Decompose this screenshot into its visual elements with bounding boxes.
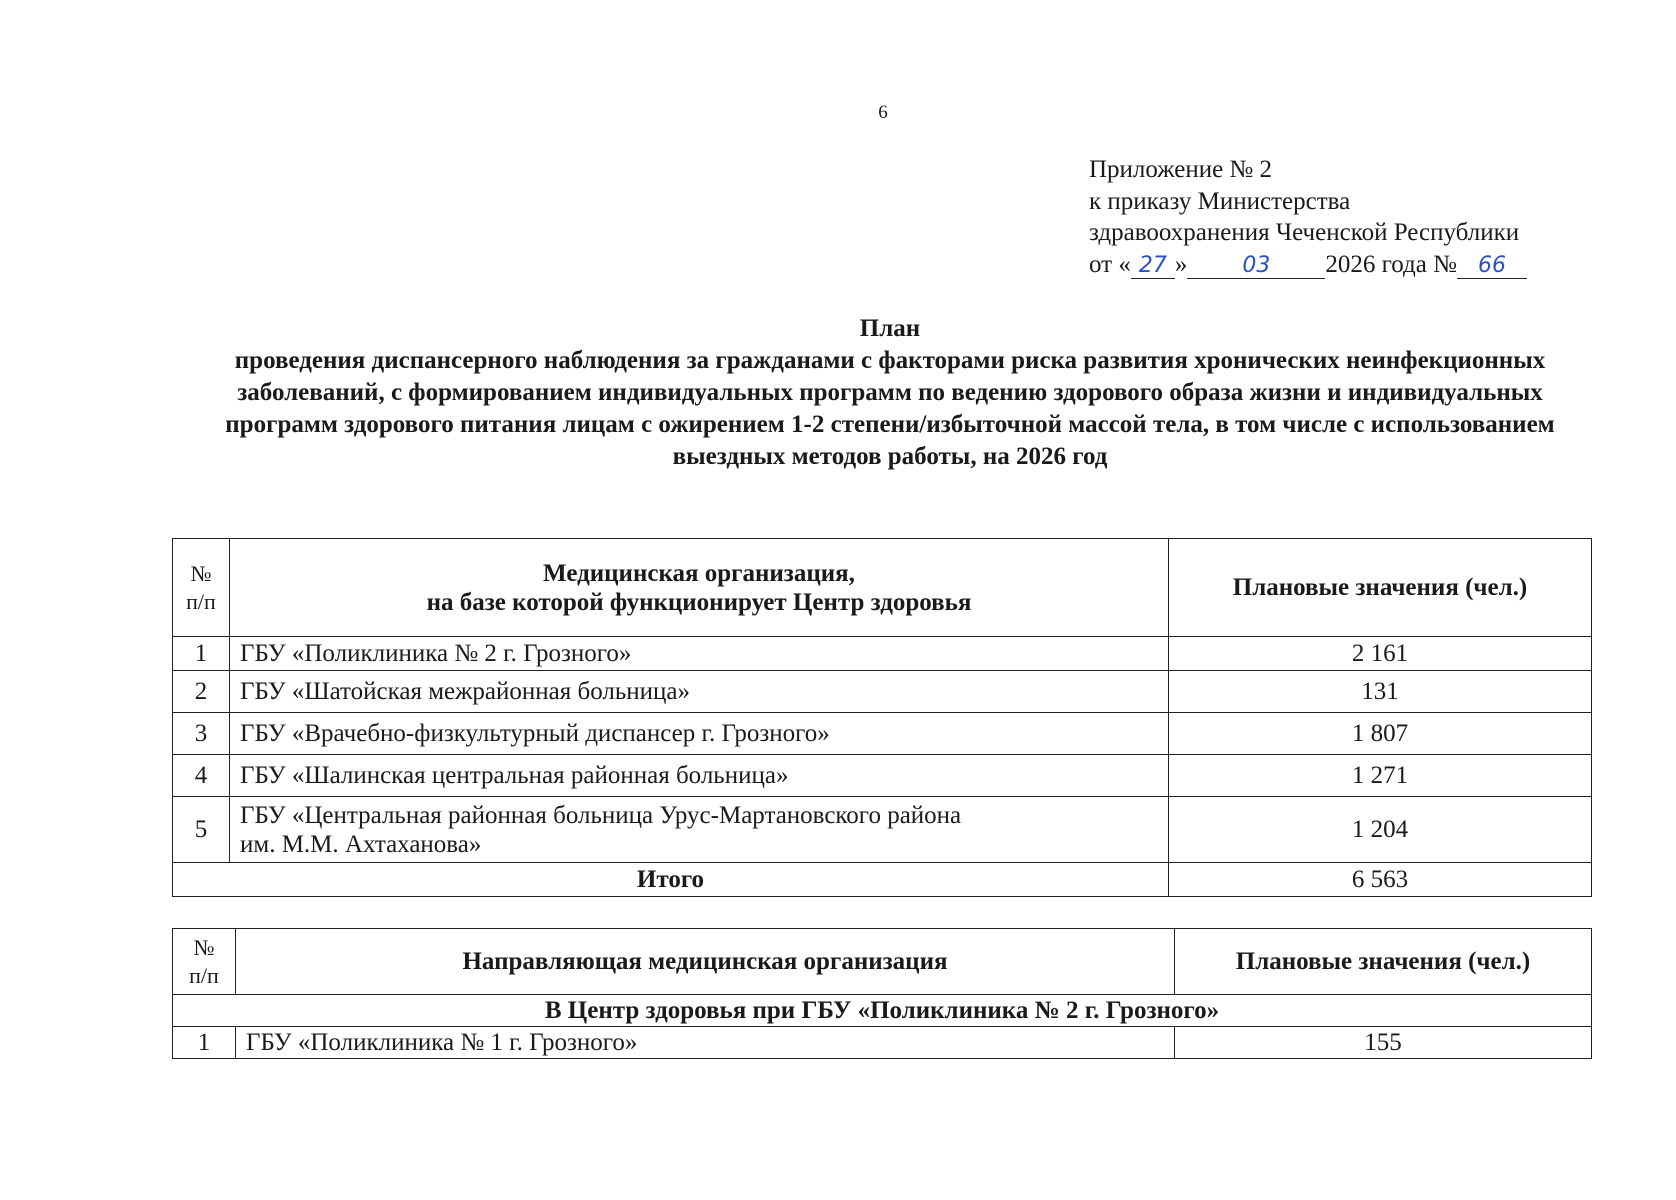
handwritten-order-number: 66 (1457, 254, 1527, 279)
table-row (173, 755, 1592, 797)
health-centers-table (172, 538, 1592, 897)
header-org-line1: Медицинская организация, (543, 559, 855, 587)
handwritten-month: 03 (1187, 254, 1325, 279)
row-num: 3 (173, 713, 230, 755)
row-value: 1 271 (1169, 755, 1592, 797)
page-number: 6 (878, 102, 888, 123)
row-value: 1 204 (1169, 797, 1592, 863)
header-num-symbol: № (193, 934, 215, 960)
date-quote-close: » (1174, 250, 1188, 278)
title-subtitle: проведения диспансерного наблюдения за гражданами с факторами риска развития хронических неинфекционных заболеваний, с формированием индивидуальных программ по ведению здорового образа жизни и индивидуальных программ здорового питания лицам с ожирением 1-2 степени/избыточной массой тела, в том числе с использованием выездных методов работы, на 2026 год (225, 347, 1555, 470)
row-org: ГБУ «Шатойская межрайонная больница» (230, 671, 1169, 713)
header-num (173, 929, 236, 995)
title-main: План (859, 315, 921, 342)
section-row (173, 995, 1592, 1027)
header-num-symbol: № (190, 560, 212, 586)
row-org: ГБУ «Поликлиника № 1 г. Грозного» (236, 1027, 1175, 1059)
referring-orgs-table (172, 928, 1592, 1059)
appendix-order-ref: к приказу Министерства (1089, 187, 1351, 215)
row-org: ГБУ «Врачебно-физкультурный диспансер г. Грозного» (230, 713, 1169, 755)
header-num-label: п/п (189, 962, 219, 988)
total-label: Итого (173, 863, 1169, 897)
appendix-ministry: здравоохранения Чеченской Республики (1089, 219, 1520, 246)
header-value: Плановые значения (чел.) (1169, 539, 1592, 637)
document-title (180, 313, 1600, 473)
row-num: 5 (173, 797, 230, 863)
row-org: ГБУ «Поликлиника № 2 г. Грозного» (230, 637, 1169, 671)
table-row (173, 671, 1592, 713)
section-title: В Центр здоровья при ГБУ «Поликлиника № 2 г. Грозного» (173, 995, 1592, 1027)
row-value: 131 (1169, 671, 1592, 713)
row-value: 155 (1175, 1027, 1592, 1059)
appendix-date-line (1089, 249, 1609, 281)
table-row (173, 797, 1592, 863)
table-row (173, 713, 1592, 755)
header-num-label: п/п (186, 588, 216, 614)
row-org: ГБУ «Шалинская центральная районная больница» (230, 755, 1169, 797)
date-prefix: от « (1089, 250, 1131, 278)
table-header-row (173, 539, 1592, 637)
row-num: 2 (173, 671, 230, 713)
row-value: 1 807 (1169, 713, 1592, 755)
appendix-title: Приложение № 2 (1089, 156, 1273, 183)
header-num (173, 539, 230, 637)
handwritten-day: 27 (1131, 254, 1175, 279)
row-value: 2 161 (1169, 637, 1592, 671)
row-org-line2: им. М.М. Ахтаханова» (240, 830, 482, 858)
row-org (230, 797, 1169, 863)
total-row (173, 863, 1592, 897)
table-row (173, 637, 1592, 671)
header-org-line2: на базе которой функционирует Центр здоровья (426, 588, 972, 616)
appendix-block (1089, 154, 1609, 280)
row-num: 1 (173, 637, 230, 671)
header-org (230, 539, 1169, 637)
header-org: Направляющая медицинская организация (236, 929, 1175, 995)
header-value: Плановые значения (чел.) (1175, 929, 1592, 995)
row-num: 4 (173, 755, 230, 797)
year-text: 2026 года № (1325, 250, 1457, 278)
total-value: 6 563 (1169, 863, 1592, 897)
table-row (173, 1027, 1592, 1059)
row-org-line1: ГБУ «Центральная районная больница Урус-Мартановского района (240, 801, 962, 829)
table-header-row (173, 929, 1592, 995)
row-num: 1 (173, 1027, 236, 1059)
